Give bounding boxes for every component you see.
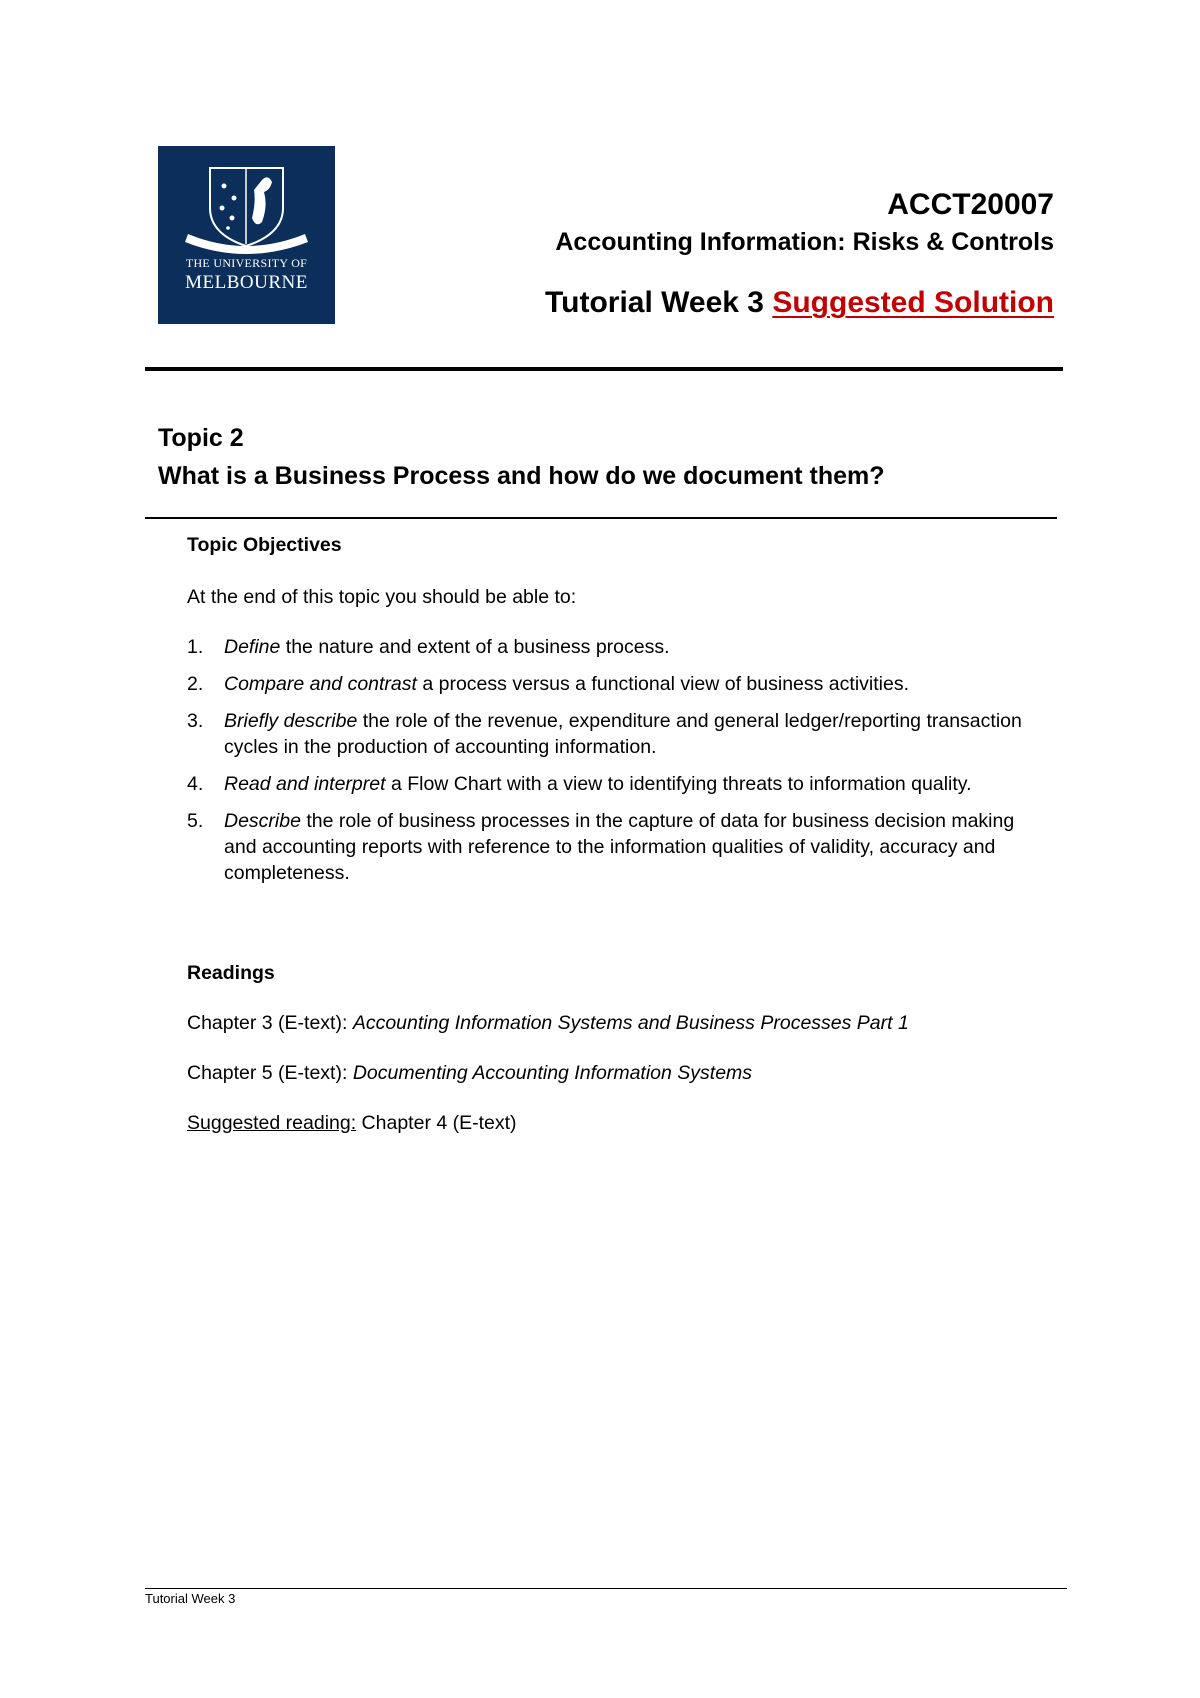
objectives-intro: At the end of this topic you should be able to: — [187, 586, 577, 608]
header-divider — [145, 367, 1063, 371]
objective-verb: Briefly describe — [224, 710, 358, 732]
reading-chapter: Chapter 4 (E-text) — [356, 1112, 517, 1134]
objective-item — [187, 808, 1047, 886]
tutorial-title-prefix: Tutorial Week 3 — [545, 286, 773, 319]
objective-verb: Compare and contrast — [224, 673, 417, 695]
objective-item — [187, 771, 1047, 797]
objective-item — [187, 634, 1047, 660]
tutorial-title-accent: Suggested Solution — [772, 286, 1054, 319]
objective-number: 4. — [187, 773, 204, 795]
objective-verb: Describe — [224, 810, 301, 832]
footer-text: Tutorial Week 3 — [145, 1591, 236, 1606]
reading-item — [187, 1060, 752, 1086]
course-code: ACCT20007 — [887, 188, 1054, 221]
objective-text: a Flow Chart with a view to identifying threats to information quality. — [385, 773, 972, 795]
objective-text: a process versus a functional view of business activities. — [416, 673, 909, 695]
tutorial-title — [545, 286, 1054, 320]
objective-number: 2. — [187, 673, 204, 695]
objective-item — [187, 708, 1047, 760]
reading-title: Accounting Information Systems and Business Processes Part 1 — [352, 1012, 909, 1034]
objectives-heading: Topic Objectives — [187, 534, 342, 556]
objective-text: the role of the revenue, expenditure and general ledger/reporting transaction cycles in the production of accounting information. — [224, 710, 1022, 758]
topic-question: What is a Business Process and how do we document them? — [158, 462, 885, 490]
objective-number: 5. — [187, 810, 204, 832]
reading-item — [187, 1110, 517, 1136]
topic-label: Topic 2 — [158, 424, 244, 452]
objective-number: 1. — [187, 636, 204, 658]
logo-text-line2: MELBOURNE — [185, 272, 308, 293]
objective-text: the role of business processes in the capture of data for business decision making and accounting reports with reference to the information qualities of validity, accuracy and completeness. — [224, 810, 1015, 884]
suggested-reading-label: Suggested reading: — [187, 1112, 357, 1134]
objective-number: 3. — [187, 710, 204, 732]
university-crest-icon — [158, 146, 335, 324]
objective-text: the nature and extent of a business process. — [280, 636, 670, 658]
reading-item — [187, 1010, 909, 1036]
objectives-list — [187, 634, 1047, 897]
reading-chapter: Chapter 5 (E-text): — [187, 1062, 353, 1084]
topic-divider — [145, 517, 1057, 519]
reading-title: Documenting Accounting Information Systems — [352, 1062, 753, 1084]
reading-chapter: Chapter 3 (E-text): — [187, 1012, 353, 1034]
objective-verb: Read and interpret — [224, 773, 386, 795]
objective-verb: Define — [224, 636, 281, 658]
course-name: Accounting Information: Risks & Controls — [555, 228, 1054, 256]
readings-heading: Readings — [187, 962, 275, 984]
footer-divider — [145, 1588, 1067, 1589]
objective-item — [187, 671, 1047, 697]
university-logo — [158, 146, 335, 324]
logo-text-line1: THE UNIVERSITY OF — [185, 256, 308, 270]
